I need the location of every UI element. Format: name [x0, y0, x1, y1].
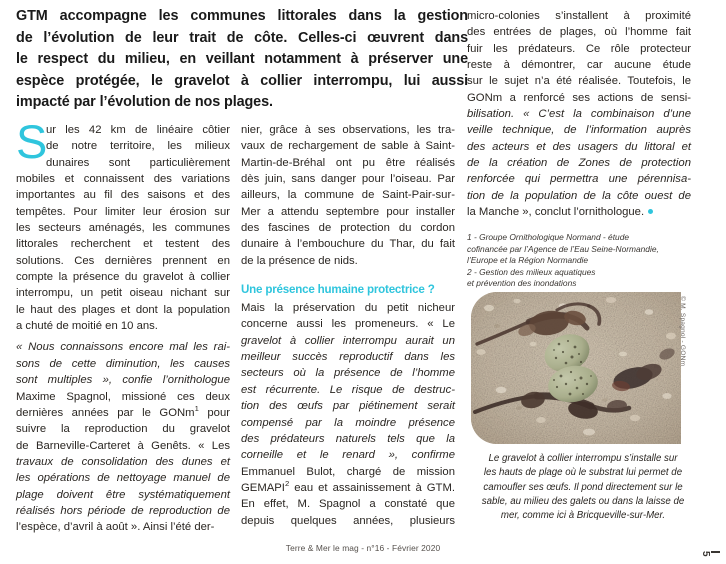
body-line: solutions. Ces dernières prennent en — [16, 254, 230, 267]
footnote-line: 2 - Gestion des milieux aquatiques — [467, 266, 596, 277]
body-line: travaux de consolidation des dunes et — [16, 455, 230, 468]
body-line: interrompu, un petit oiseau nichant sur — [16, 287, 230, 300]
second-paragraph — [16, 339, 230, 535]
body-column-1 — [16, 115, 231, 536]
gravelot-eggs-photo-illustration — [471, 292, 681, 444]
body-line: secteurs où la présence de l’homme — [241, 367, 455, 380]
body-line: de Barneville-Carteret à Genêts. « Les — [16, 439, 230, 452]
body-line: tempêtes. Pour limiter leur érosion sur — [16, 205, 230, 218]
footnote-ref-2: 2 — [284, 479, 290, 489]
standfirst — [16, 6, 468, 114]
caption-line: sable, au milieu des galets ou dans la laisse de — [481, 495, 685, 507]
body-line — [16, 372, 230, 388]
body-line: l’espèce, d’avril à août ». Ainsi l’été der- — [16, 521, 215, 534]
page-number-value: 5 — [700, 551, 711, 558]
page-number-rule — [711, 551, 720, 553]
column3-paragraph-1 — [467, 8, 691, 220]
body-line: Maxime Spagnol, missioné ces deux — [16, 390, 230, 403]
quote-fragment: corneille et le renard », confirme — [241, 449, 455, 462]
caption-line: les hauts de plage où le substrat lui permet de — [483, 467, 683, 479]
body-line: En effet, M. Spagnol a constaté que — [241, 498, 455, 511]
body-line: compensé par la moindre présence — [241, 416, 455, 429]
body-line: renforcée qui permettra une pérennisa- — [467, 173, 691, 186]
body-line: bilisation. « C’est la combinaison d’une — [467, 108, 691, 121]
body-line: Mer a attendu septembre pour installer — [241, 205, 455, 218]
drop-cap: S — [16, 115, 48, 168]
footnote-ref-1: 1 — [194, 404, 199, 414]
body-line: de la présence de nids. — [241, 254, 358, 267]
body-line: le haut des plages et dont la population — [16, 303, 230, 316]
body-line: Emmanuel Bulot, chargé de mission — [241, 465, 455, 478]
body-line — [241, 447, 455, 463]
body-line: Mais la préservation du petit nicheur — [241, 302, 455, 315]
photo-caption — [467, 452, 699, 523]
page-footer: Terre & Mer le mag - n°16 - Février 2020 — [285, 543, 441, 553]
column2-paragraph-1 — [241, 122, 455, 269]
body-text: dernières années par le GONm — [16, 406, 195, 419]
body-line: des fascines de protection du cordon — [241, 222, 455, 235]
body-column-3 — [467, 8, 691, 290]
body-line: dès juin, sans danger pour l’oiseau. Par — [241, 173, 455, 186]
body-line: vaux de rechargement de sable à Saint- — [241, 140, 455, 153]
end-of-article-bullet-icon — [648, 209, 653, 214]
body-line: mobiles et connaissent des variations — [16, 173, 230, 186]
standfirst-line: espèce protégée, le gravelot à collier interrompu, lui aussi — [16, 72, 468, 89]
body-line: fuir les prédateurs. Ce rôle protecteur — [467, 42, 691, 55]
body-line: littorales recherchent et testent des — [16, 238, 230, 251]
body-line — [16, 405, 230, 421]
footnote-line: 1 - Groupe Ornithologique Normand - étude — [467, 232, 630, 243]
body-line: nier, grâce à ses observations, les tra- — [241, 124, 455, 136]
body-column-2 — [241, 122, 455, 529]
body-line: réalisés hors période de reproduction de — [16, 504, 230, 517]
body-line: des acteurs et des usagers du littoral et — [467, 140, 691, 153]
column2-paragraph-2 — [241, 300, 455, 529]
section-subheading: Une présence humaine protectrice ? — [241, 283, 435, 297]
article-photo-block — [471, 292, 681, 444]
quote-fragment: sont multiples », confie l’ornithologue — [16, 374, 230, 387]
body-text: pour — [198, 406, 231, 419]
body-line: GONm a renforcé ses actions de sensi- — [467, 91, 691, 104]
body-text: la Manche », conclut l’ornithologue. — [467, 206, 645, 219]
body-line: micro-colonies s’installent à proximité — [467, 10, 691, 22]
caption-line: camoufler ses œufs. Il pond directement sur le — [483, 481, 683, 493]
body-line: dunaires sont particulièrement — [46, 156, 230, 169]
body-line: sur le sujet n’a été réalisée. Toutefois, le — [467, 75, 691, 88]
body-line — [241, 480, 455, 496]
caption-line: mer, comme ici à Bricqueville-sur-Mer. — [500, 510, 666, 522]
body-line: les opérations de nettoyage manuel de — [16, 472, 230, 485]
body-line: sons de cette diminution, les causes — [16, 357, 230, 370]
body-line: veille technique, de l’information auprès — [467, 124, 691, 137]
article-photo — [471, 292, 681, 444]
body-line: suivre la reproduction du gravelot — [16, 423, 230, 436]
body-line: ur les 42 km de linéaire côtier — [46, 124, 230, 136]
page-number — [700, 551, 720, 558]
body-line: Martin-de-Bréhal ont pu être réalisés — [241, 156, 455, 169]
standfirst-line: GTM accompagne les communes littorales dans la gestion — [16, 8, 468, 24]
body-line: est récurrente. Le risque de destruc- — [241, 383, 455, 396]
body-line: dunaire à l’embouchure du Thar, du fait — [241, 238, 455, 251]
photo-credit: © M. Spagnol - GONm — [679, 296, 686, 367]
body-line: tion de la population de la côte ouest de — [467, 189, 691, 202]
footnotes — [467, 232, 691, 289]
body-line: reste à démontrer, car aucune étude — [467, 59, 691, 72]
footnote-line: et prévention des inondations — [467, 278, 577, 289]
body-line: tion des œufs par piétinement serait — [241, 400, 455, 413]
body-line: ailleurs, la commune de Saint-Pair-sur- — [241, 189, 455, 202]
body-line: « Nous connaissons encore mal les rai- — [16, 341, 230, 354]
body-line: plage doivent être systématiquement — [16, 488, 230, 501]
body-line: importantes au fil des saisons et des — [16, 189, 230, 202]
caption-line: Le gravelot à collier interrompu s’installe sur — [488, 453, 678, 464]
body-line: des prédateurs naturels tels que la — [241, 432, 455, 445]
body-line — [467, 204, 691, 220]
body-line: de la création de Zones de protection — [467, 157, 691, 170]
standfirst-line: de l’évolution de leur trait de côte. Celles-ci œuvrent dans — [16, 29, 468, 46]
body-line: de notre territoire, les milieux — [46, 140, 230, 153]
body-line: meilleur succès reproductif dans les — [241, 351, 455, 364]
body-line: concerne aussi les promeneurs. « Le — [241, 318, 455, 331]
body-text: eau et assainissement à GTM. — [289, 481, 455, 494]
standfirst-line: impacté par l’évolution de nos plages. — [16, 94, 273, 110]
body-line: gravelot à collier interrompu aurait un — [241, 334, 455, 347]
body-text: GEMAPI — [241, 481, 285, 494]
standfirst-line: le respect du milieu, en veillant notamment à préserver une — [16, 51, 468, 67]
first-paragraph — [16, 115, 230, 334]
body-line: des entrées de plages, où l’homme fait — [467, 26, 691, 39]
footnote-line: cofinancée par l’Agence de l’Eau Seine-Normandie, — [467, 243, 659, 254]
footnote-line: l’Europe et la Région Normandie — [467, 255, 589, 266]
body-line: depuis quelques années, plusieurs — [241, 514, 455, 527]
body-line: a chuté de moitié en 10 ans. — [16, 320, 158, 333]
body-line: compte la présence du gravelot à collier — [16, 271, 230, 284]
body-line: les secteurs aménagés, les communes — [16, 222, 230, 235]
